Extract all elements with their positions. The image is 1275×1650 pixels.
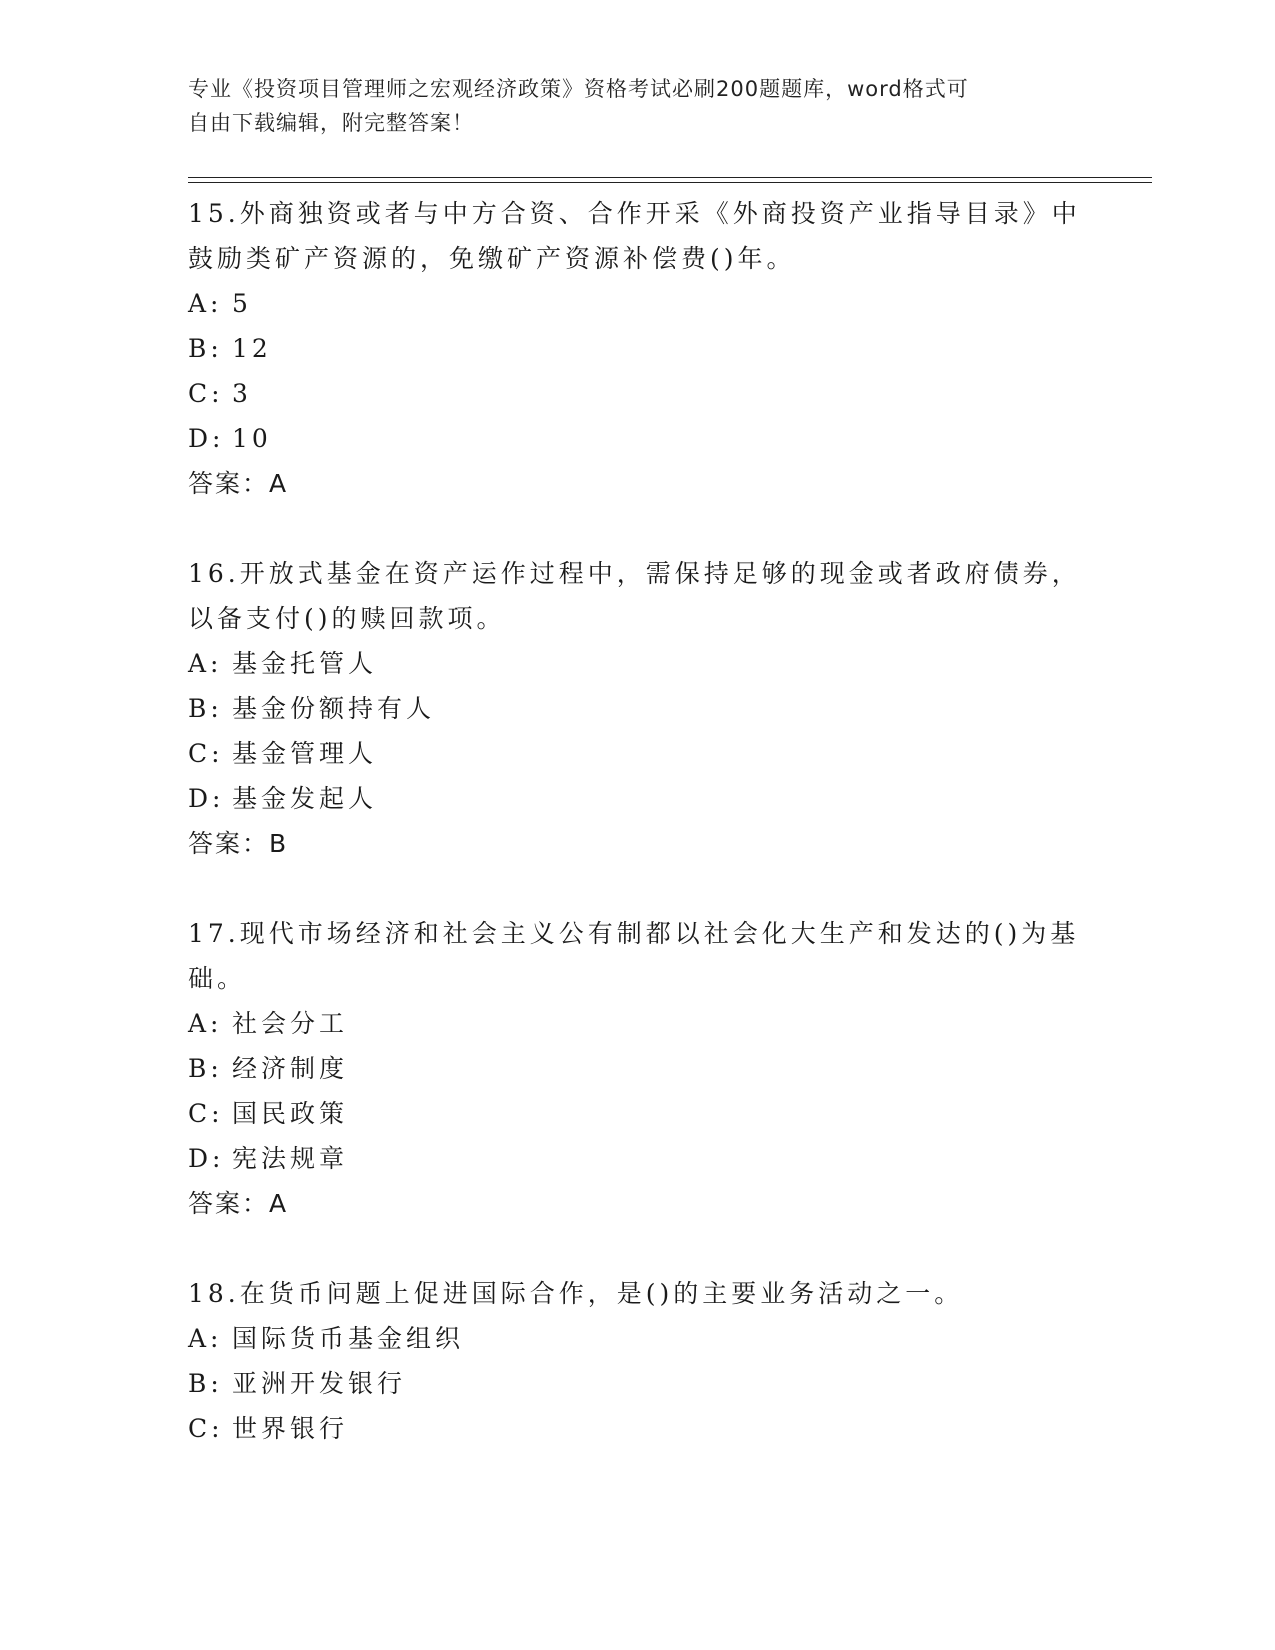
option-text: 社会分工 <box>232 1009 349 1038</box>
question-text-line: 15.外商独资或者与中方合资、合作开采《外商投资产业指导目录》中 <box>188 199 1081 228</box>
question-text-line: 以备支付()的赎回款项。 <box>188 604 506 633</box>
option-text: 基金管理人 <box>232 739 378 768</box>
option-b <box>188 1046 1088 1091</box>
option-label: C: <box>188 739 224 768</box>
question-text-line: 16.开放式基金在资产运作过程中，需保持足够的现金或者政府债券， <box>188 559 1081 588</box>
option-text: 国际货币基金组织 <box>232 1324 465 1353</box>
question-15 <box>188 191 1088 506</box>
option-text: 宪法规章 <box>232 1144 349 1173</box>
option-a <box>188 1001 1088 1046</box>
option-text: 亚洲开发银行 <box>232 1369 407 1398</box>
question-16 <box>188 551 1088 866</box>
option-text: 10 <box>232 424 272 453</box>
option-label: D: <box>188 1144 225 1173</box>
option-label: B: <box>188 334 223 363</box>
option-text: 12 <box>232 334 272 363</box>
option-c <box>188 731 1088 776</box>
question-list <box>188 191 1088 1496</box>
option-label: C: <box>188 379 224 408</box>
option-label: C: <box>188 1099 224 1128</box>
option-label: B: <box>188 1054 223 1083</box>
header-line-2: 自由下载编辑，附完整答案！ <box>188 111 474 135</box>
question-text-line: 鼓励类矿产资源的，免缴矿产资源补偿费()年。 <box>188 244 796 273</box>
answer: 答案：A <box>188 469 289 498</box>
option-c <box>188 1406 1088 1451</box>
option-d <box>188 416 1088 461</box>
option-text: 国民政策 <box>232 1099 349 1128</box>
option-text: 经济制度 <box>232 1054 349 1083</box>
option-label: A: <box>188 1009 223 1038</box>
question-text-line: 18.在货币问题上促进国际合作，是()的主要业务活动之一。 <box>188 1279 964 1308</box>
option-text: 基金份额持有人 <box>232 694 436 723</box>
question-17 <box>188 911 1088 1226</box>
option-label: C: <box>188 1414 224 1443</box>
question-text-line: 础。 <box>188 964 247 993</box>
option-label: A: <box>188 649 223 678</box>
question-18 <box>188 1271 1088 1451</box>
option-a <box>188 1316 1088 1361</box>
option-label: A: <box>188 289 223 318</box>
option-c <box>188 1091 1088 1136</box>
header-line-1: 专业《投资项目管理师之宏观经济政策》资格考试必刷200题题库，word格式可 <box>188 77 969 101</box>
option-d <box>188 776 1088 821</box>
option-text: 世界银行 <box>232 1414 349 1443</box>
option-text: 5 <box>232 289 252 318</box>
header-divider-top <box>188 177 1152 178</box>
option-label: B: <box>188 1369 223 1398</box>
answer: 答案：A <box>188 1189 289 1218</box>
option-text: 基金托管人 <box>232 649 378 678</box>
option-text: 基金发起人 <box>232 784 378 813</box>
option-label: A: <box>188 1324 223 1353</box>
option-text: 3 <box>232 379 252 408</box>
answer: 答案：B <box>188 829 289 858</box>
header-divider-bottom <box>188 182 1152 183</box>
option-label: D: <box>188 424 225 453</box>
option-a <box>188 641 1088 686</box>
option-d <box>188 1136 1088 1181</box>
option-c <box>188 371 1088 416</box>
option-label: B: <box>188 694 223 723</box>
option-b <box>188 686 1088 731</box>
question-text-line: 17.现代市场经济和社会主义公有制都以社会化大生产和发达的()为基 <box>188 919 1080 948</box>
option-a <box>188 281 1088 326</box>
option-b <box>188 1361 1088 1406</box>
document-header <box>188 72 1068 140</box>
option-label: D: <box>188 784 225 813</box>
option-b <box>188 326 1088 371</box>
